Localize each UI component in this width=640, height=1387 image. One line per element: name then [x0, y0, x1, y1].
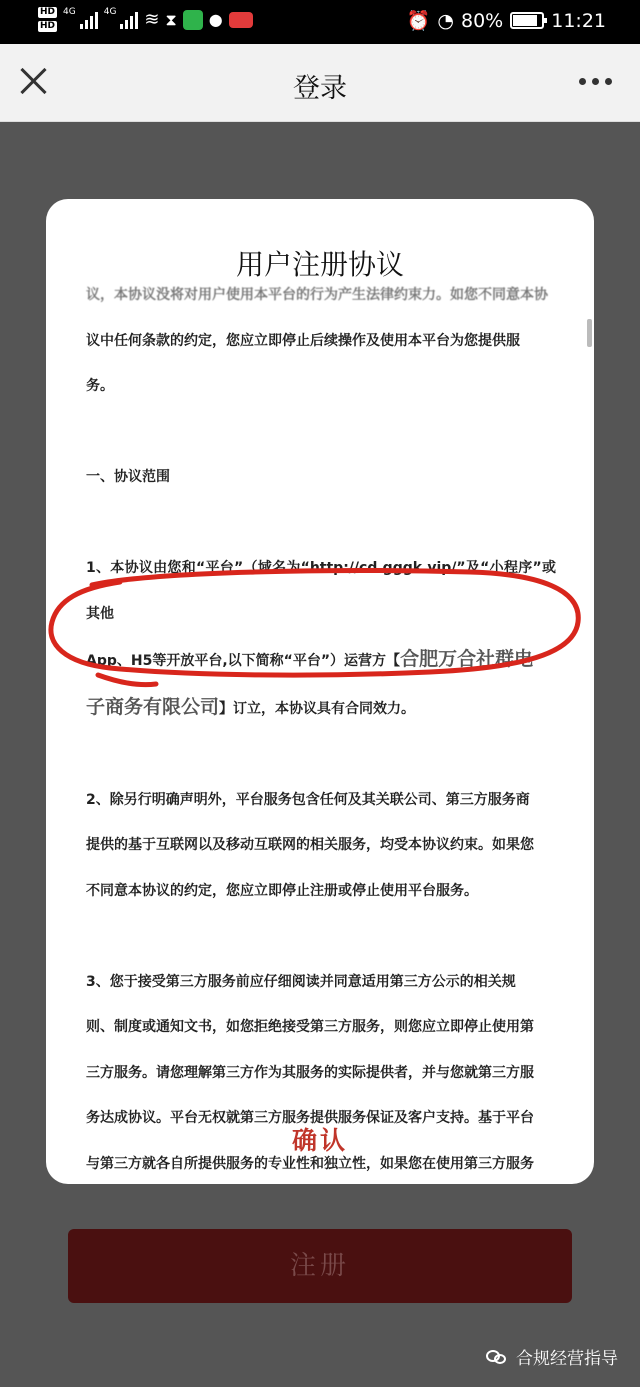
network-type: 4G — [103, 7, 117, 17]
battery-icon — [510, 12, 544, 29]
confirm-button[interactable]: 确认 — [291, 1126, 348, 1155]
agreement-line: 则、制度或通知文书，如您拒绝接受第三方服务，则您应立即停止使用第 — [86, 1019, 534, 1035]
agreement-line: 3、您于接受第三方服务前应仔细阅读并同意适用第三方公示的相关规 — [86, 973, 516, 990]
status-left — [38, 7, 253, 32]
speed-icon: ◔ — [437, 9, 454, 32]
agreement-line: 与第三方就各自所提供服务的专业性和独立性，如果您在使用第三方服务 — [86, 1155, 534, 1172]
status-bar — [0, 0, 640, 44]
scrollbar[interactable] — [587, 319, 592, 347]
agreement-line: 不同意本协议的约定，您应立即停止注册或停止使用平台服务。 — [86, 882, 478, 899]
agreement-line — [86, 637, 556, 685]
agreement-line: 务。 — [86, 378, 114, 394]
agreement-content — [86, 273, 556, 1187]
agreement-line: 务达成协议。平台无权就第三方服务提供服务保证及客户支持。基于平台 — [86, 1110, 534, 1126]
agreement-line: 议中任何条款的约定，您应立即停止后续操作及使用本平台为您提供服 — [86, 332, 520, 349]
section-heading: 一、协议范围 — [86, 469, 170, 485]
hd-badge: HD — [40, 7, 56, 17]
register-button[interactable]: 注册 — [68, 1229, 572, 1303]
signal-icon — [80, 11, 98, 29]
agreement-line: 1、本协议由您和“平台”（域名为“http://cd.gggk.vip/”及“小程序”或其他 — [86, 560, 556, 622]
page-title: 登录 — [293, 73, 347, 104]
agreement-text: 】订立，本协议具有合同效力。 — [219, 700, 416, 717]
watermark-text: 合规经营指导 — [516, 1349, 618, 1369]
agreement-text: App、H5等开放平台,以下简称“平台”）运营方【 — [86, 653, 401, 669]
hourglass-icon: ⧗ — [165, 9, 177, 29]
battery-percent: 80% — [461, 9, 504, 32]
agreement-line: 2、除另行明确声明外，平台服务包含任何及其关联公司、第三方服务商 — [86, 791, 530, 808]
agreement-line: 提供的基于互联网以及移动互联网的相关服务，均受本协议约束。如果您 — [86, 837, 534, 853]
nav-header — [0, 44, 640, 122]
agreement-modal — [46, 199, 594, 1184]
watermark — [486, 1344, 618, 1369]
wechat-icon — [486, 1348, 508, 1366]
agreement-line — [86, 685, 556, 733]
agreement-line: 三方服务。请您理解第三方作为其服务的实际提供者，并与您就第三方服 — [86, 1064, 534, 1081]
hd-badges — [38, 7, 57, 32]
alarm-icon: ⏰ — [406, 10, 431, 32]
status-right — [407, 9, 606, 32]
hd-badge: HD — [40, 21, 56, 31]
more-icon[interactable] — [579, 78, 612, 85]
modal-title: 用户注册协议 — [235, 248, 404, 281]
company-name: 合肥万合社群电 — [400, 648, 534, 670]
signal-icon — [120, 11, 138, 29]
wifi-icon: ≋ — [144, 9, 160, 30]
app-red-icon — [229, 12, 253, 28]
clock: 11:21 — [551, 9, 606, 32]
wechat-icon — [183, 10, 203, 30]
network-type: 4G — [63, 7, 76, 17]
chat-icon: ● — [208, 10, 223, 29]
company-name: 子商务有限公司 — [86, 695, 220, 718]
agreement-line: 议，本协议没将对用户使用本平台的行为产生法律约束力。如您不同意本协 — [86, 287, 548, 303]
